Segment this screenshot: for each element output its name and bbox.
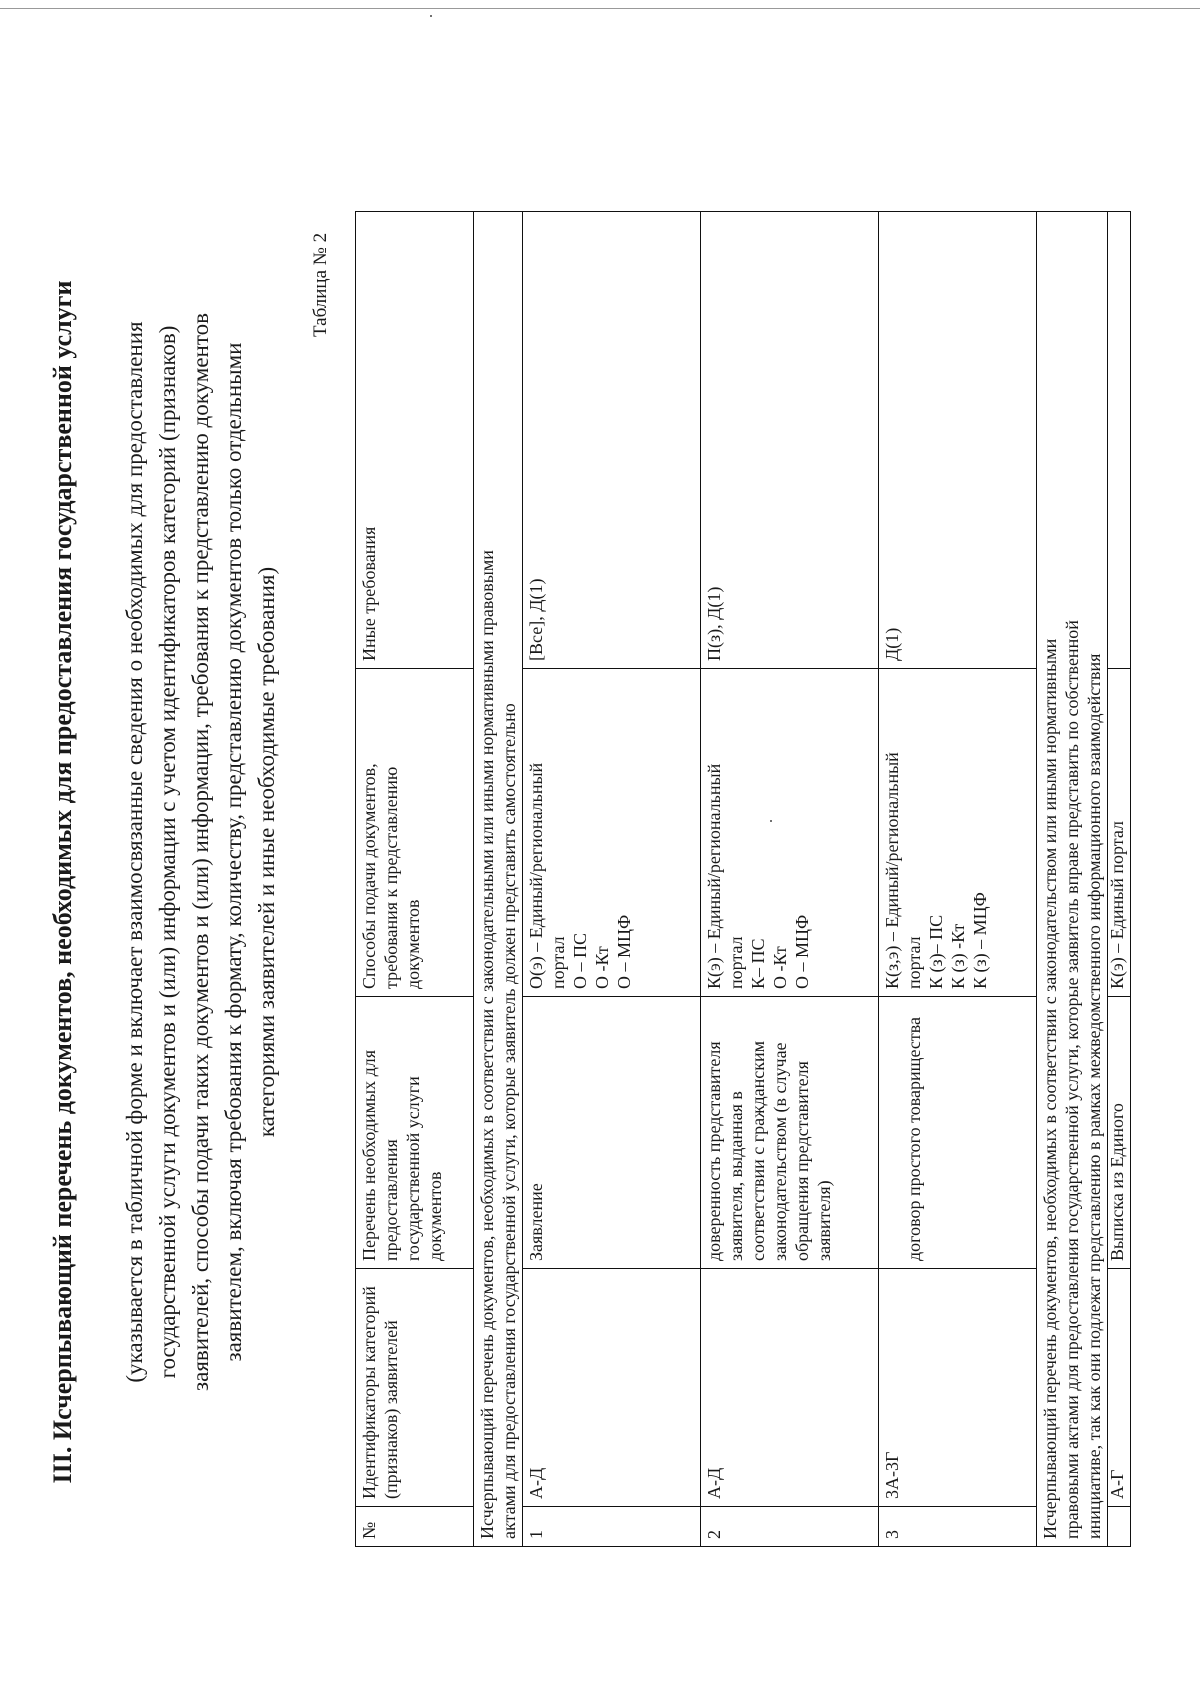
section-line: инициативе, так как они подлежат представлению в рамках межведомственного информационного взаимодействия: [1084, 653, 1104, 1539]
method-line: О -Кт: [592, 946, 612, 989]
document-line: соответствии с гражданским: [748, 1040, 768, 1261]
header-methods: [356, 669, 474, 997]
scan-speck: [770, 820, 772, 822]
cell-method: К(э) – Единый портал: [1108, 669, 1131, 997]
cell-document: [701, 997, 879, 1269]
page-bottom-edge: [0, 8, 1200, 9]
method-line: портал: [904, 936, 924, 989]
cell-category: А-Д: [523, 1269, 701, 1507]
header-line: предоставления: [381, 1139, 401, 1261]
method-line: К (з) – МЦФ: [970, 892, 990, 989]
method-line: О -Кт: [770, 946, 790, 989]
table-row: [879, 212, 1037, 1547]
cell-other: [Все], Д(1): [523, 212, 701, 669]
header-documents: [356, 997, 474, 1269]
cell-category: А-Г: [1108, 1269, 1131, 1507]
table-row: [701, 212, 879, 1547]
method-line: К(з,э) – Единый/региональный: [882, 752, 902, 989]
method-line: О – ПС: [570, 932, 590, 989]
header-line: (признаков) заявителей: [381, 1320, 401, 1499]
method-line: К (з)– ПС: [926, 914, 946, 989]
cell-num: 3: [879, 1507, 1037, 1547]
section-title: III. Исчерпывающий перечень документов, необходимых для предоставления государственной услуги: [48, 280, 77, 1484]
document-line: законодательством (в случае: [770, 1042, 790, 1261]
header-category: [356, 1269, 474, 1507]
method-line: О – МЦФ: [792, 914, 812, 989]
header-line: требования к представлению: [381, 766, 401, 989]
table-row: [523, 212, 701, 1547]
header-num: №: [356, 1507, 474, 1547]
section-subtitle: [118, 237, 283, 1467]
header-line: государственной услуги: [403, 1076, 423, 1261]
header-line: Иные требования: [359, 526, 379, 661]
subtitle-line: (указывается в табличной форме и включает взаимосвязанные сведения о необходимых для предоставления: [122, 321, 147, 1383]
documents-table: [355, 211, 1131, 1547]
subtitle-line: категориями заявителей и иные необходимые требования): [254, 566, 279, 1138]
cell-document: Выписка из Единого: [1108, 997, 1131, 1269]
subtitle-line: государственной услуги документов и (или) информации с учетом идентификаторов категорий (признаков): [155, 325, 180, 1379]
method-line: О(э) – Единый/региональный: [526, 762, 546, 989]
cell-document: [879, 997, 1037, 1269]
method-line: портал: [548, 936, 568, 989]
subtitle-line: заявителей, способы подачи таких документов и (или) информации, требования к представлению документов: [188, 313, 213, 1391]
section-1-caption: [474, 212, 523, 1547]
cell-num: [1108, 1507, 1131, 1547]
cell-method: [879, 669, 1037, 997]
document-line: договор простого товарищества: [904, 1016, 924, 1261]
header-line: Перечень необходимых для: [359, 1050, 379, 1261]
method-line: К (з) -Кт: [948, 923, 968, 989]
section-line: Исчерпывающий перечень документов, необходимых в соответствии с законодательством или иными нормативными: [1040, 638, 1060, 1539]
subtitle-line: заявителем, включая требования к формату, количеству, представлению документов только отдельными: [221, 342, 246, 1362]
section-row-2: [1037, 212, 1108, 1547]
scan-speck: [430, 15, 432, 17]
document-line: заявителя, выданная в: [726, 1091, 746, 1261]
method-line: портал: [726, 936, 746, 989]
table-header-row: [356, 212, 474, 1547]
cell-method: [701, 669, 879, 997]
table-number: Таблица № 2: [310, 232, 331, 337]
header-other: [356, 212, 474, 669]
cell-other: Д(1): [879, 212, 1037, 669]
header-line: Способы подачи документов,: [359, 763, 379, 989]
document-line: Заявление: [526, 1183, 546, 1261]
header-line: документов: [425, 1171, 445, 1261]
section-line: актами для предоставления государственной услуги, которые заявитель должен представить самостоятельно: [499, 703, 519, 1539]
section-row-1: [474, 212, 523, 1547]
cell-num: 1: [523, 1507, 701, 1547]
header-line: Идентификаторы категорий: [359, 1286, 379, 1499]
document-line: заявителя): [814, 1180, 834, 1261]
header-line: документов: [403, 899, 423, 989]
method-line: К(э) – Единый/региональный: [704, 763, 724, 989]
cell-other: П(з), Д(1): [701, 212, 879, 669]
document-line: обращения представителя: [792, 1061, 812, 1261]
cell-other: [1108, 212, 1131, 669]
section-line: правовыми актами для предоставления государственной услуги, которые заявитель вправе представить по собственной: [1062, 620, 1082, 1539]
table-row-truncated: [1108, 212, 1131, 1547]
cell-document: [523, 997, 701, 1269]
section-line: Исчерпывающий перечень документов, необходимых в соответствии с законодательными или иными нормативными правовыми: [477, 550, 497, 1539]
section-2-caption: [1037, 212, 1108, 1547]
method-line: О – МЦФ: [614, 914, 634, 989]
cell-category: А-Д: [701, 1269, 879, 1507]
documents-table-wrapper: [355, 212, 1127, 1547]
cell-method: [523, 669, 701, 997]
method-line: К– ПС: [748, 938, 768, 989]
cell-num: 2: [701, 1507, 879, 1547]
document-line: доверенность представителя: [704, 1041, 724, 1261]
cell-category: 3А-3Г: [879, 1269, 1037, 1507]
